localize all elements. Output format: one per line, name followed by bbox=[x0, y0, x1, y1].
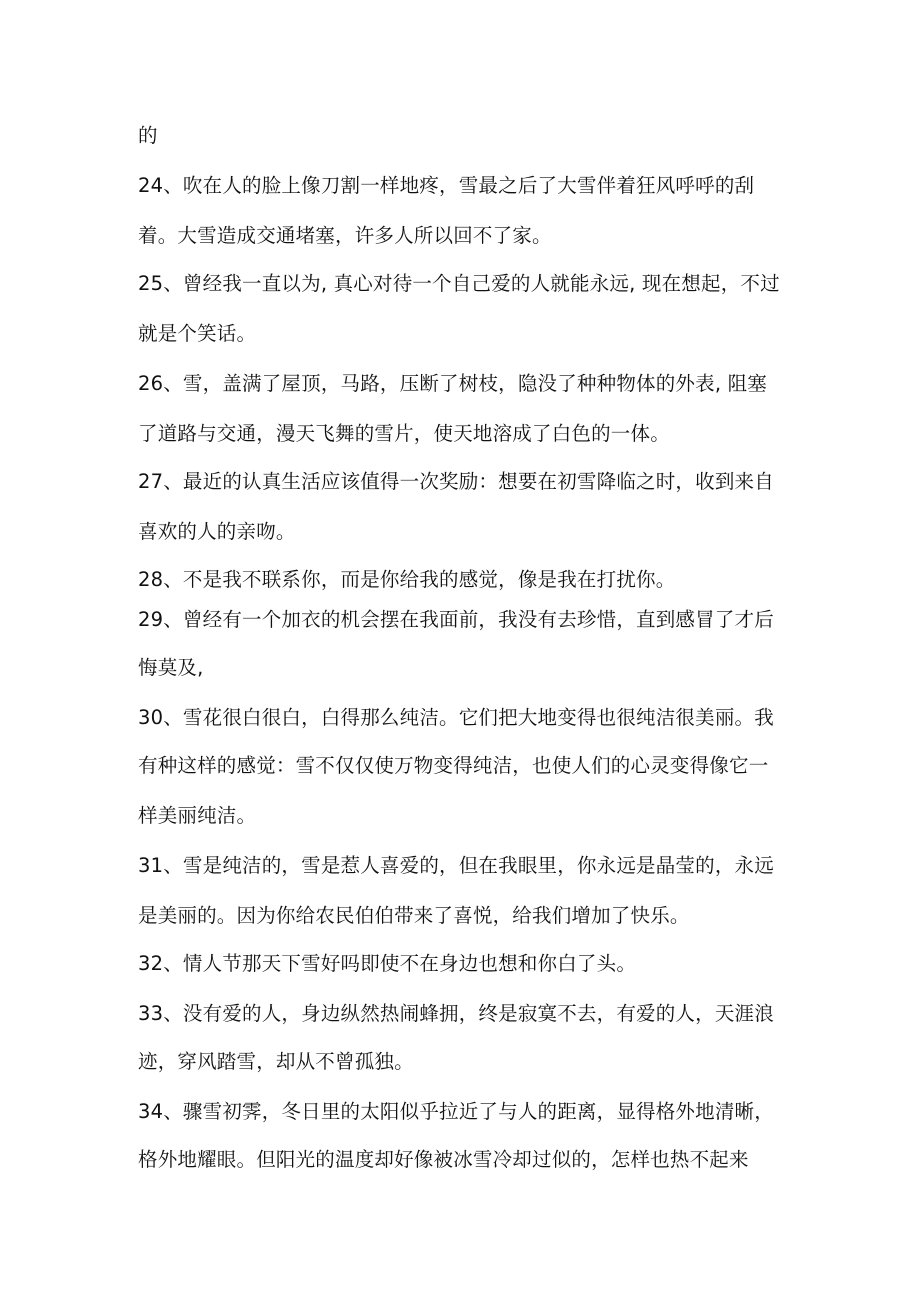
text-line: 着。大雪造成交通堵塞，许多人所以回不了家。 bbox=[138, 224, 552, 247]
text-line: 24、吹在人的脸上像刀割一样地疼，雪最之后了大雪伴着狂风呼呼的刮 bbox=[138, 174, 755, 197]
text-line: 30、雪花很白很白，白得那么纯洁。它们把大地变得也很纯洁很美丽。我 bbox=[138, 706, 774, 729]
text-line: 34、骤雪初霁，冬日里的太阳似乎拉近了与人的距离，显得格外地清晰， bbox=[138, 1100, 774, 1123]
text-line: 31、雪是纯洁的，雪是惹人喜爱的，但在我眼里，你永远是晶莹的，永远 bbox=[138, 854, 774, 877]
text-line: 27、最近的认真生活应该值得一次奖励：想要在初雪降临之时，收到来自 bbox=[138, 470, 774, 493]
text-line: 33、没有爱的人，身边纵然热闹蜂拥，终是寂寞不去，有爱的人，天涯浪 bbox=[138, 1002, 774, 1025]
text-line: 迹，穿风踏雪，却从不曾孤独。 bbox=[138, 1050, 414, 1073]
text-line: 有种这样的感觉：雪不仅仅使万物变得纯洁，也使人们的心灵变得像它一 bbox=[138, 754, 769, 777]
text-line: 悔莫及, bbox=[138, 656, 204, 679]
text-line: 喜欢的人的亲吻。 bbox=[138, 520, 296, 543]
text-line: 25、曾经我一直以为, 真心对待一个自己爱的人就能永远, 现在想起，不过 bbox=[138, 272, 780, 295]
text-line: 28、不是我不联系你，而是你给我的感觉，像是我在打扰你。 bbox=[138, 568, 676, 591]
text-line: 29、曾经有一个加衣的机会摆在我面前，我没有去珍惜，直到感冒了才后 bbox=[138, 608, 774, 631]
text-line: 是美丽的。因为你给农民伯伯带来了喜悦，给我们增加了快乐。 bbox=[138, 904, 690, 927]
text-line: 格外地耀眼。但阳光的温度却好像被冰雪冷却过似的，怎样也热不起来 bbox=[138, 1148, 749, 1171]
text-line: 就是个笑话。 bbox=[138, 322, 257, 345]
text-line: 32、情人节那天下雪好吗即使不在身边也想和你白了头。 bbox=[138, 952, 637, 975]
text-line: 了道路与交通，漫天飞舞的雪片，使天地溶成了白色的一体。 bbox=[138, 422, 670, 445]
text-line: 的 bbox=[138, 124, 158, 147]
text-line: 26、雪，盖满了屋顶，马路，压断了树枝，隐没了种种物体的外表, 阻塞 bbox=[138, 372, 768, 395]
text-line: 样美丽纯洁。 bbox=[138, 804, 257, 827]
